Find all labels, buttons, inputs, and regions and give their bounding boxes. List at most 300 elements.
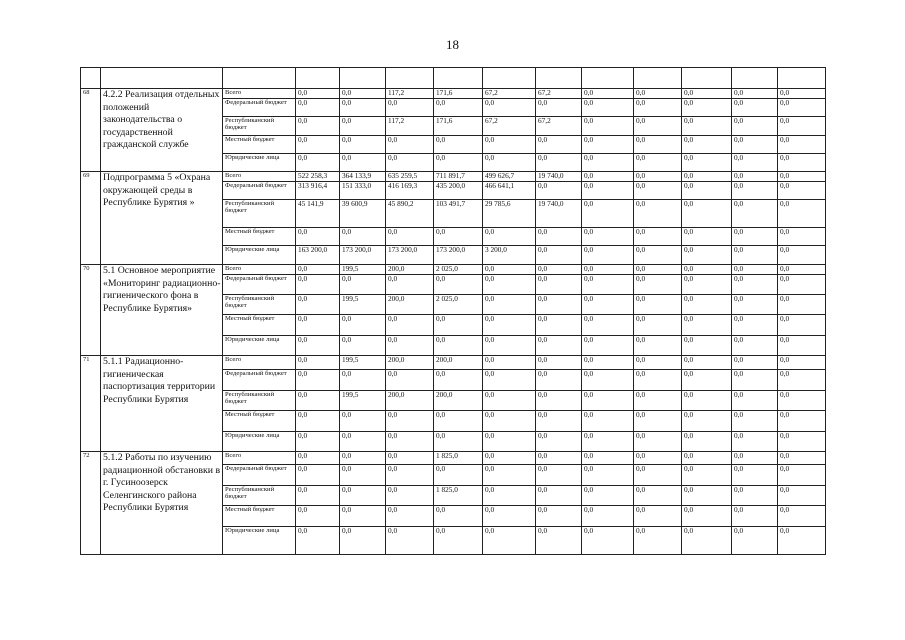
value-cell: 499 626,7: [483, 172, 536, 182]
value-cell: 0,0: [732, 506, 778, 527]
value-cell: 0,0: [536, 246, 582, 265]
value-cell: 0,0: [634, 182, 682, 200]
value-cell: 0,0: [778, 200, 826, 228]
value-cell: 1 825,0: [434, 486, 483, 506]
table-header-row: [81, 68, 826, 89]
value-cell: 0,0: [778, 295, 826, 315]
value-cell: 200,0: [386, 295, 434, 315]
value-cell: 0,0: [634, 506, 682, 527]
value-cell: 0,0: [483, 506, 536, 527]
funding-source: Федеральный бюджет: [223, 99, 296, 117]
value-cell: 0,0: [582, 246, 634, 265]
value-cell: 0,0: [483, 295, 536, 315]
activity-name: 5.1.1 Радиационно-гигиеническая паспортизация территории Республики Бурятия: [101, 356, 223, 452]
value-cell: 0,0: [296, 391, 340, 411]
value-cell: 0,0: [434, 527, 483, 555]
value-cell: 0,0: [732, 465, 778, 486]
value-cell: 0,0: [778, 370, 826, 391]
value-cell: 0,0: [732, 136, 778, 154]
row-number: 69: [81, 172, 101, 265]
value-cell: 0,0: [536, 432, 582, 452]
value-cell: 0,0: [386, 527, 434, 555]
value-cell: 364 133,9: [340, 172, 386, 182]
value-cell: 0,0: [634, 336, 682, 356]
value-cell: 0,0: [536, 154, 582, 172]
header-cell: [536, 68, 582, 89]
table-row: [81, 265, 826, 275]
value-cell: 0,0: [340, 336, 386, 356]
value-cell: 0,0: [682, 99, 732, 117]
value-cell: 0,0: [434, 432, 483, 452]
value-cell: 0,0: [634, 315, 682, 336]
value-cell: 45 141,9: [296, 200, 340, 228]
value-cell: 0,0: [483, 391, 536, 411]
value-cell: 0,0: [296, 136, 340, 154]
value-cell: 0,0: [634, 136, 682, 154]
funding-source: Всего: [223, 172, 296, 182]
value-cell: 0,0: [340, 506, 386, 527]
value-cell: 0,0: [732, 315, 778, 336]
value-cell: 0,0: [778, 117, 826, 136]
value-cell: 0,0: [582, 356, 634, 370]
value-cell: 313 916,4: [296, 182, 340, 200]
value-cell: 0,0: [778, 527, 826, 555]
funding-source: Местный бюджет: [223, 506, 296, 527]
value-cell: 0,0: [582, 99, 634, 117]
value-cell: 2 025,0: [434, 295, 483, 315]
header-cell: [582, 68, 634, 89]
value-cell: 0,0: [682, 315, 732, 336]
value-cell: 0,0: [483, 452, 536, 465]
value-cell: 0,0: [732, 182, 778, 200]
funding-source: Федеральный бюджет: [223, 370, 296, 391]
value-cell: 0,0: [682, 117, 732, 136]
value-cell: 19 740,0: [536, 200, 582, 228]
funding-source: Республиканский бюджет: [223, 391, 296, 411]
header-cell: [634, 68, 682, 89]
value-cell: 0,0: [434, 154, 483, 172]
value-cell: 0,0: [582, 295, 634, 315]
value-cell: 0,0: [386, 486, 434, 506]
value-cell: 0,0: [732, 275, 778, 295]
value-cell: 0,0: [778, 486, 826, 506]
value-cell: 0,0: [778, 432, 826, 452]
value-cell: 0,0: [296, 486, 340, 506]
value-cell: 0,0: [634, 99, 682, 117]
value-cell: 0,0: [732, 391, 778, 411]
funding-source: Местный бюджет: [223, 136, 296, 154]
row-number: 71: [81, 356, 101, 452]
value-cell: 0,0: [732, 265, 778, 275]
value-cell: 0,0: [386, 99, 434, 117]
value-cell: 0,0: [296, 356, 340, 370]
value-cell: 0,0: [634, 486, 682, 506]
value-cell: 0,0: [582, 172, 634, 182]
header-cell: [340, 68, 386, 89]
page-number: 18: [446, 37, 459, 52]
value-cell: 0,0: [732, 486, 778, 506]
value-cell: 0,0: [732, 370, 778, 391]
value-cell: 0,0: [296, 370, 340, 391]
value-cell: 0,0: [483, 315, 536, 336]
value-cell: 0,0: [296, 228, 340, 246]
funding-source: Всего: [223, 452, 296, 465]
value-cell: 0,0: [536, 506, 582, 527]
table-row: [81, 89, 826, 99]
value-cell: 0,0: [634, 295, 682, 315]
value-cell: 0,0: [536, 315, 582, 336]
value-cell: 0,0: [340, 370, 386, 391]
value-cell: 0,0: [296, 99, 340, 117]
value-cell: 0,0: [682, 295, 732, 315]
value-cell: 0,0: [682, 411, 732, 432]
value-cell: 0,0: [582, 527, 634, 555]
value-cell: 0,0: [682, 486, 732, 506]
value-cell: 0,0: [536, 295, 582, 315]
value-cell: 0,0: [340, 136, 386, 154]
value-cell: 0,0: [732, 527, 778, 555]
value-cell: 0,0: [386, 432, 434, 452]
header-cell: [296, 68, 340, 89]
value-cell: 0,0: [634, 246, 682, 265]
value-cell: 2 025,0: [434, 265, 483, 275]
value-cell: 67,2: [536, 89, 582, 99]
value-cell: 0,0: [386, 506, 434, 527]
value-cell: 117,2: [386, 117, 434, 136]
value-cell: 0,0: [296, 275, 340, 295]
value-cell: 0,0: [682, 246, 732, 265]
value-cell: 0,0: [634, 465, 682, 486]
funding-source: Юридические лица: [223, 154, 296, 172]
value-cell: 0,0: [634, 228, 682, 246]
value-cell: 0,0: [536, 275, 582, 295]
value-cell: 0,0: [296, 527, 340, 555]
value-cell: 0,0: [778, 452, 826, 465]
value-cell: 0,0: [536, 265, 582, 275]
value-cell: 0,0: [682, 391, 732, 411]
value-cell: 0,0: [296, 154, 340, 172]
value-cell: 0,0: [732, 99, 778, 117]
funding-source: Всего: [223, 265, 296, 275]
funding-source: Местный бюджет: [223, 411, 296, 432]
value-cell: 0,0: [778, 228, 826, 246]
value-cell: 0,0: [778, 265, 826, 275]
value-cell: 0,0: [296, 265, 340, 275]
value-cell: 0,0: [732, 117, 778, 136]
value-cell: 67,2: [483, 89, 536, 99]
value-cell: 0,0: [634, 370, 682, 391]
value-cell: 199,5: [340, 356, 386, 370]
value-cell: 0,0: [296, 117, 340, 136]
value-cell: 0,0: [386, 452, 434, 465]
value-cell: 0,0: [778, 465, 826, 486]
value-cell: 0,0: [340, 315, 386, 336]
funding-source: Местный бюджет: [223, 228, 296, 246]
value-cell: 0,0: [536, 391, 582, 411]
value-cell: 0,0: [634, 411, 682, 432]
value-cell: 0,0: [434, 411, 483, 432]
value-cell: 0,0: [296, 315, 340, 336]
value-cell: 0,0: [296, 465, 340, 486]
funding-source: Республиканский бюджет: [223, 117, 296, 136]
funding-source: Юридические лица: [223, 432, 296, 452]
value-cell: 0,0: [434, 465, 483, 486]
funding-source: Местный бюджет: [223, 315, 296, 336]
funding-source: Юридические лица: [223, 336, 296, 356]
value-cell: 199,5: [340, 391, 386, 411]
value-cell: 0,0: [634, 432, 682, 452]
activity-name: 5.1 Основное мероприятие «Мониторинг радиационно-гигиенического фона в Республике Бурятия»: [101, 265, 223, 356]
header-cell: [81, 68, 101, 89]
value-cell: 151 333,0: [340, 182, 386, 200]
value-cell: 0,0: [634, 356, 682, 370]
value-cell: 1 825,0: [434, 452, 483, 465]
value-cell: 0,0: [340, 275, 386, 295]
activity-name: Подпрограмма 5 «Охрана окружающей среды в Республике Бурятия »: [101, 172, 223, 265]
header-cell: [101, 68, 223, 89]
value-cell: 0,0: [536, 370, 582, 391]
value-cell: 0,0: [778, 411, 826, 432]
value-cell: 0,0: [386, 228, 434, 246]
header-cell: [223, 68, 296, 89]
table-row: [81, 172, 826, 182]
funding-source: Федеральный бюджет: [223, 182, 296, 200]
value-cell: 0,0: [434, 370, 483, 391]
value-cell: 0,0: [634, 200, 682, 228]
value-cell: 466 641,1: [483, 182, 536, 200]
value-cell: 0,0: [386, 275, 434, 295]
value-cell: 0,0: [386, 315, 434, 336]
value-cell: 0,0: [536, 136, 582, 154]
header-cell: [483, 68, 536, 89]
value-cell: 0,0: [634, 527, 682, 555]
value-cell: 200,0: [434, 356, 483, 370]
value-cell: 39 600,9: [340, 200, 386, 228]
value-cell: 0,0: [536, 486, 582, 506]
value-cell: 0,0: [732, 228, 778, 246]
value-cell: 522 258,3: [296, 172, 340, 182]
value-cell: 0,0: [778, 315, 826, 336]
value-cell: 0,0: [582, 486, 634, 506]
activity-name: 4.2.2 Реализация отдельных положений законодательства о государственной гражданской службе: [101, 89, 223, 172]
row-number: 68: [81, 89, 101, 172]
value-cell: 0,0: [434, 136, 483, 154]
value-cell: 171,6: [434, 117, 483, 136]
value-cell: 0,0: [582, 465, 634, 486]
value-cell: 67,2: [536, 117, 582, 136]
value-cell: 0,0: [682, 89, 732, 99]
value-cell: 0,0: [483, 411, 536, 432]
value-cell: 0,0: [682, 136, 732, 154]
funding-source: Федеральный бюджет: [223, 275, 296, 295]
value-cell: 0,0: [536, 228, 582, 246]
value-cell: 0,0: [582, 452, 634, 465]
value-cell: 0,0: [296, 89, 340, 99]
value-cell: 0,0: [340, 154, 386, 172]
value-cell: 0,0: [483, 99, 536, 117]
value-cell: 0,0: [682, 172, 732, 182]
value-cell: 200,0: [386, 391, 434, 411]
value-cell: 199,5: [340, 295, 386, 315]
value-cell: 0,0: [483, 356, 536, 370]
value-cell: 0,0: [582, 432, 634, 452]
value-cell: 0,0: [296, 452, 340, 465]
value-cell: 0,0: [682, 265, 732, 275]
value-cell: 0,0: [582, 136, 634, 154]
value-cell: 0,0: [434, 506, 483, 527]
value-cell: 0,0: [296, 432, 340, 452]
funding-source: Всего: [223, 356, 296, 370]
value-cell: 0,0: [536, 527, 582, 555]
value-cell: 0,0: [483, 486, 536, 506]
value-cell: 0,0: [386, 336, 434, 356]
value-cell: 0,0: [732, 89, 778, 99]
value-cell: 0,0: [582, 228, 634, 246]
value-cell: 0,0: [732, 356, 778, 370]
value-cell: 0,0: [536, 336, 582, 356]
table-row: [81, 452, 826, 465]
header-cell: [434, 68, 483, 89]
value-cell: 67,2: [483, 117, 536, 136]
value-cell: 3 200,0: [483, 246, 536, 265]
value-cell: 711 891,7: [434, 172, 483, 182]
value-cell: 0,0: [340, 89, 386, 99]
value-cell: 0,0: [732, 452, 778, 465]
value-cell: 200,0: [386, 265, 434, 275]
value-cell: 0,0: [536, 452, 582, 465]
value-cell: 0,0: [582, 370, 634, 391]
value-cell: 200,0: [434, 391, 483, 411]
value-cell: 0,0: [682, 356, 732, 370]
value-cell: 0,0: [340, 465, 386, 486]
value-cell: 0,0: [732, 246, 778, 265]
value-cell: 0,0: [732, 432, 778, 452]
value-cell: 0,0: [434, 336, 483, 356]
value-cell: 0,0: [682, 228, 732, 246]
value-cell: 435 200,0: [434, 182, 483, 200]
value-cell: 0,0: [778, 154, 826, 172]
value-cell: 0,0: [536, 99, 582, 117]
funding-source: Федеральный бюджет: [223, 465, 296, 486]
value-cell: 0,0: [483, 465, 536, 486]
table-body: [81, 68, 826, 555]
value-cell: 416 169,3: [386, 182, 434, 200]
value-cell: 0,0: [483, 432, 536, 452]
value-cell: 173 200,0: [340, 246, 386, 265]
value-cell: 0,0: [682, 506, 732, 527]
funding-source: Республиканский бюджет: [223, 200, 296, 228]
value-cell: 0,0: [778, 172, 826, 182]
value-cell: 103 491,7: [434, 200, 483, 228]
value-cell: 0,0: [634, 154, 682, 172]
value-cell: 0,0: [536, 356, 582, 370]
value-cell: 0,0: [386, 411, 434, 432]
value-cell: 19 740,0: [536, 172, 582, 182]
value-cell: 0,0: [732, 172, 778, 182]
value-cell: 0,0: [682, 370, 732, 391]
value-cell: 0,0: [434, 275, 483, 295]
value-cell: 0,0: [634, 117, 682, 136]
header-cell: [732, 68, 778, 89]
value-cell: 0,0: [582, 265, 634, 275]
value-cell: 0,0: [634, 452, 682, 465]
value-cell: 0,0: [634, 391, 682, 411]
value-cell: 0,0: [296, 506, 340, 527]
value-cell: 0,0: [582, 391, 634, 411]
value-cell: 0,0: [778, 136, 826, 154]
value-cell: 0,0: [778, 391, 826, 411]
value-cell: 0,0: [582, 336, 634, 356]
value-cell: 0,0: [340, 411, 386, 432]
value-cell: 0,0: [536, 182, 582, 200]
value-cell: 0,0: [682, 336, 732, 356]
value-cell: 0,0: [778, 182, 826, 200]
value-cell: 0,0: [386, 154, 434, 172]
value-cell: 0,0: [682, 527, 732, 555]
funding-source: Юридические лица: [223, 246, 296, 265]
value-cell: 0,0: [778, 99, 826, 117]
value-cell: 0,0: [483, 136, 536, 154]
value-cell: 0,0: [682, 154, 732, 172]
value-cell: 0,0: [582, 89, 634, 99]
value-cell: 0,0: [483, 336, 536, 356]
value-cell: 0,0: [732, 154, 778, 172]
value-cell: 0,0: [296, 411, 340, 432]
value-cell: 0,0: [582, 411, 634, 432]
value-cell: 0,0: [296, 295, 340, 315]
value-cell: 0,0: [682, 275, 732, 295]
value-cell: 117,2: [386, 89, 434, 99]
value-cell: 0,0: [778, 336, 826, 356]
value-cell: 0,0: [582, 315, 634, 336]
value-cell: 0,0: [732, 200, 778, 228]
value-cell: 171,6: [434, 89, 483, 99]
value-cell: 0,0: [582, 200, 634, 228]
value-cell: 0,0: [536, 465, 582, 486]
value-cell: 0,0: [582, 154, 634, 172]
value-cell: 173 200,0: [386, 246, 434, 265]
header-cell: [386, 68, 434, 89]
value-cell: 45 890,2: [386, 200, 434, 228]
value-cell: 0,0: [483, 527, 536, 555]
value-cell: 0,0: [386, 136, 434, 154]
value-cell: 0,0: [340, 452, 386, 465]
header-cell: [778, 68, 826, 89]
funding-source: Юридические лица: [223, 527, 296, 555]
value-cell: 635 259,5: [386, 172, 434, 182]
value-cell: 0,0: [634, 89, 682, 99]
value-cell: 0,0: [340, 117, 386, 136]
value-cell: 0,0: [340, 228, 386, 246]
funding-source: Республиканский бюджет: [223, 295, 296, 315]
funding-table: [80, 67, 826, 555]
value-cell: 0,0: [778, 275, 826, 295]
value-cell: 0,0: [340, 486, 386, 506]
value-cell: 0,0: [386, 370, 434, 391]
value-cell: 0,0: [386, 465, 434, 486]
value-cell: 0,0: [483, 154, 536, 172]
value-cell: 0,0: [778, 506, 826, 527]
value-cell: 0,0: [434, 228, 483, 246]
value-cell: 0,0: [732, 295, 778, 315]
value-cell: 0,0: [682, 465, 732, 486]
activity-name: 5.1.2 Работы по изучению радиационной обстановки в г. Гусиноозерск Селенгинского района Республики Бурятия: [101, 452, 223, 555]
value-cell: 0,0: [682, 432, 732, 452]
funding-source: Республиканский бюджет: [223, 486, 296, 506]
value-cell: 0,0: [634, 172, 682, 182]
table-row: [81, 356, 826, 370]
funding-source: Всего: [223, 89, 296, 99]
